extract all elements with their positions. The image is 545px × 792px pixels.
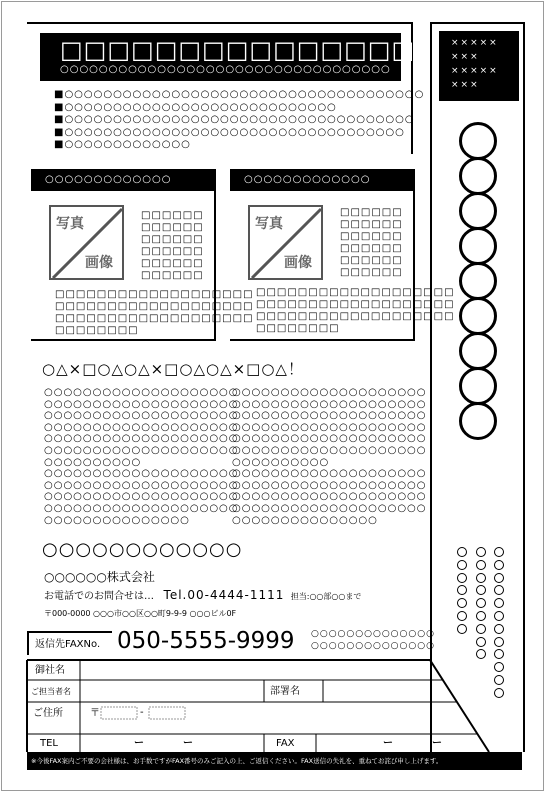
body-column-left: ○○○○○○○○○○○○○○○○○○○○ ○○○○○○○○○○○○○○○○○○○○ ○○○○○○○○○○○○○○○○○○○○ ○○○○○○○○○○○○○○○○○○○○ ○○○○○○○○○○○○○○○○○○○○ ○○○○○○○○○○○○○○○○○○○○ ○○○○○○○○○○ ○○○○○○○○○○○○○○○○○○○○ ○○○○○○○○○○○○○○○○○○○○ ○○○○○○○○○○○○○○○○○○○○ ○○○○○○○○○○○○○○○○○○○○ ○○○○○○○○○○○○○○○	[44, 387, 239, 526]
company-field[interactable]	[82, 662, 427, 678]
postal-code-first-field[interactable]	[101, 707, 137, 719]
card-side-text: □□□□□□ □□□□□□ □□□□□□ □□□□□□ □□□□□□ □□□□□□	[340, 207, 403, 278]
photo-label-bottom: 画像	[284, 255, 312, 271]
fax-number: 050-5555-9999	[117, 628, 295, 654]
tel-dash-2: ー	[183, 738, 193, 749]
photo-label-top: 写真	[255, 216, 283, 232]
company-name: ○○○○○○株式会社	[44, 570, 155, 584]
department-field[interactable]	[325, 682, 440, 700]
card-bottom-text: □□□□□□□□□□□□□□□□□□□ □□□□□□□□□□□□□□□□□□□ □□□□□□□□□□□□□□□□□□□ □□□□□□□□	[55, 289, 254, 336]
bullet-item: ■○○○○○○○○○○○○○○○○○○○○○○○○○○○○○○○○○○○○	[54, 114, 415, 126]
postal-dash: -	[140, 707, 144, 718]
bullet-item: ■○○○○○○○○○○○○○○○○○○○○○○○○○○○○	[54, 101, 337, 113]
tel-dash-1: ー	[134, 738, 144, 749]
postal-mark: 〒	[90, 708, 100, 719]
tel-field[interactable]	[82, 736, 262, 751]
address-field-label: ご住所	[33, 708, 63, 719]
person-field-label: ご担当者名	[31, 687, 71, 696]
fax-field-label: FAX	[276, 738, 295, 749]
bullet-item: ■○○○○○○○○○○○○○	[54, 139, 191, 151]
sidebar-box: ××××× ××× ××××× ×××	[439, 31, 519, 101]
person-field[interactable]	[82, 682, 262, 700]
tel-number: Tel.00-4444-1111	[163, 588, 285, 602]
bullet-item: ■○○○○○○○○○○○○○○○○○○○○○○○○○○○○○○○○○○○○○	[54, 89, 425, 100]
fax-label-box: 返信先FAXNo.	[27, 631, 112, 655]
tel-field-label: TEL	[40, 738, 58, 749]
department-field-label: 部署名	[270, 686, 300, 697]
person-in-charge: 担当:○○部○○まで	[290, 592, 362, 601]
photo-label-top: 写真	[56, 216, 84, 232]
headline: ○△×□○△○△×□○△○△×□○△！	[42, 360, 304, 378]
company-field-label: 御社名	[35, 665, 65, 676]
large-circle-line: ○○○○○○○○○○○○	[42, 539, 243, 560]
card-side-text: □□□□□□ □□□□□□ □□□□□□ □□□□□□ □□□□□□ □□□□□□	[141, 210, 204, 281]
card-heading: ○○○○○○○○○○○○○	[31, 169, 214, 191]
card-heading: ○○○○○○○○○○○○○	[230, 169, 413, 191]
footer-note: ※今後FAX案内ご不要の会社様は、お手数ですがFAX番号のみご記入の上、ご返信ください。FAX送信の失礼を、重ねてお詫び申し上げます。	[27, 752, 522, 770]
bullet-item: ■○○○○○○○○○○○○○○○○○○○○○○○○○○○○○○○○○○○	[54, 126, 405, 138]
postal-code-second-field[interactable]	[149, 707, 185, 719]
fax-dash-2: ー	[432, 738, 442, 749]
body-column-right: ○○○○○○○○○○○○○○○○○○○○ ○○○○○○○○○○○○○○○○○○○○ ○○○○○○○○○○○○○○○○○○○○ ○○○○○○○○○○○○○○○○○○○○ ○○○○○○○○○○○○○○○○○○○○ ○○○○○○○○○○○○○○○○○○○○ ○○○○○○○○○○ ○○○○○○○○○○○○○○○○○○○○ ○○○○○○○○○○○○○○○○○○○○ ○○○○○○○○○○○○○○○○○○○○ ○○○○○○○○○○○○○○○○○○○○ ○○○○○○○○○○○○○○○	[232, 387, 427, 526]
fax-note: ○○○○○○○○○○○○○○ ○○○○○○○○○○○○○○	[311, 629, 435, 651]
page-title: □□□□□□□□□□□□□□□□	[60, 36, 439, 64]
company-address: 〒000-0000 ○○○市○○区○○町9-9-9 ○○○ビル0F	[44, 609, 237, 618]
address-field[interactable]	[82, 721, 452, 732]
photo-label-bottom: 画像	[85, 255, 113, 271]
fax-field[interactable]	[318, 736, 478, 751]
inquiry-text: お電話でのお問合せは…	[44, 591, 154, 602]
page-subtitle: ○○○○○○○○○○○○○○○○○○○○○○○○○○○○○○○○○○	[60, 64, 391, 75]
fax-dash-1: ー	[383, 738, 393, 749]
card-bottom-text: □□□□□□□□□□□□□□□□□□□ □□□□□□□□□□□□□□□□□□□ □□□□□□□□□□□□□□□□□□□ □□□□□□□□	[256, 287, 455, 334]
